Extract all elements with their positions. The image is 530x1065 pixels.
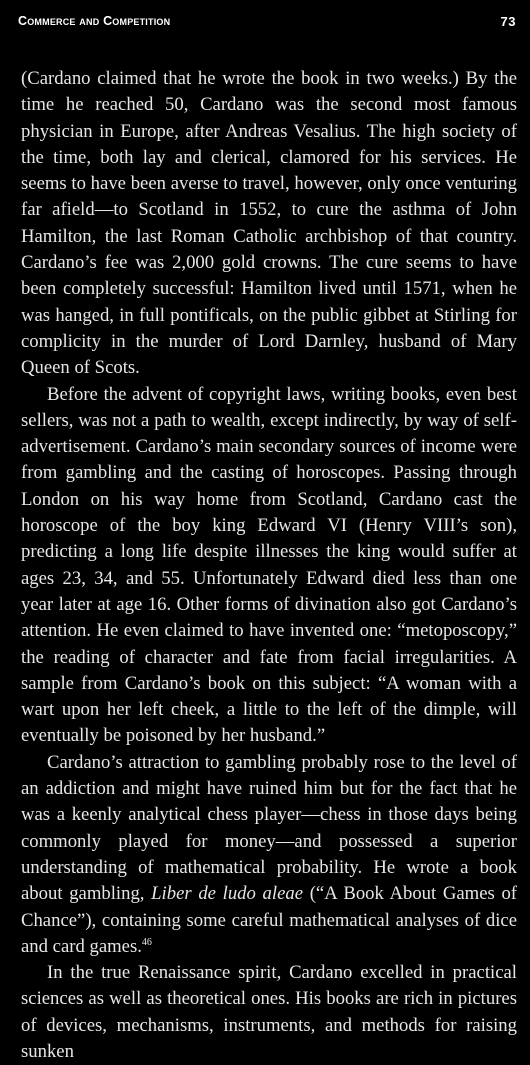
paragraph-1: (Cardano claimed that he wrote the book in two weeks.) By the time he reached 50, Cardano was the second most famous physician in Europe, after Andreas Vesalius. The high society of the time, both lay and clerical, clamored for his services. He seems to have been averse to travel, however, only once venturing far afield—to Scotland in 1552, to cure the asthma of John Hamilton, the last Roman Catholic archbishop of that country. Cardano’s fee was 2,000 gold crowns. The cure seems to have been completely successful: Hamilton lived until 1571, when he was hanged, in full pontificals, on the public gibbet at Stirling for complicity in the murder of Lord Darnley, husband of Mary Queen of Scots. (21, 68, 517, 379)
page-number: 73 (500, 13, 516, 29)
book-title: Liber de ludo aleae (151, 883, 304, 905)
paragraph-3-text-end: (“A Book About Games of Chance”), containing some careful mathematical analyses of dice and card games. (21, 883, 518, 957)
running-head (18, 10, 516, 32)
chapter-title: Commerce and Competition (18, 14, 171, 28)
paragraph-4: In the true Renaissance spirit, Cardano excelled in practical sciences as well as theoretical ones. His books are rich in pictures of devices, mechanisms, instruments, and methods for raising sunken (21, 962, 517, 1062)
paragraph-2: Before the advent of copyright laws, writing books, even best sellers, was not a path to wealth, except indirectly, by way of self-advertisement. Cardano’s main secondary sources of income were from gambling and the casting of horoscopes. Passing through London on his way home from Scotland, Cardano cast the horoscope of the boy king Edward VI (Henry VIII’s son), predicting a long life despite illnesses the king would suffer at ages 23, 34, and 55. Unfortunately Edward died less than one year later at age 16. Other forms of divination also got Cardano’s attention. He even claimed to have invented one: “metoposcopy,” the reading of character and fate from facial irregularities. A sample from Cardano’s book on this subject: “A woman with a wart upon her left cheek, a little to the left of the dimple, will eventually be poisoned by her husband.” (21, 383, 517, 747)
paragraph-3-text-start: Cardano’s attraction to gambling probably rose to the level of an addiction and might have ruined him but for the fact that he was a keenly analytical chess player—chess in those days being commonly played for money—and possessed a superior understanding of mathematical probability. He wrote a book about gambling, (21, 751, 517, 905)
paragraph-3 (21, 750, 517, 960)
body-text (21, 66, 517, 1065)
footnote-marker: 46 (141, 936, 152, 948)
